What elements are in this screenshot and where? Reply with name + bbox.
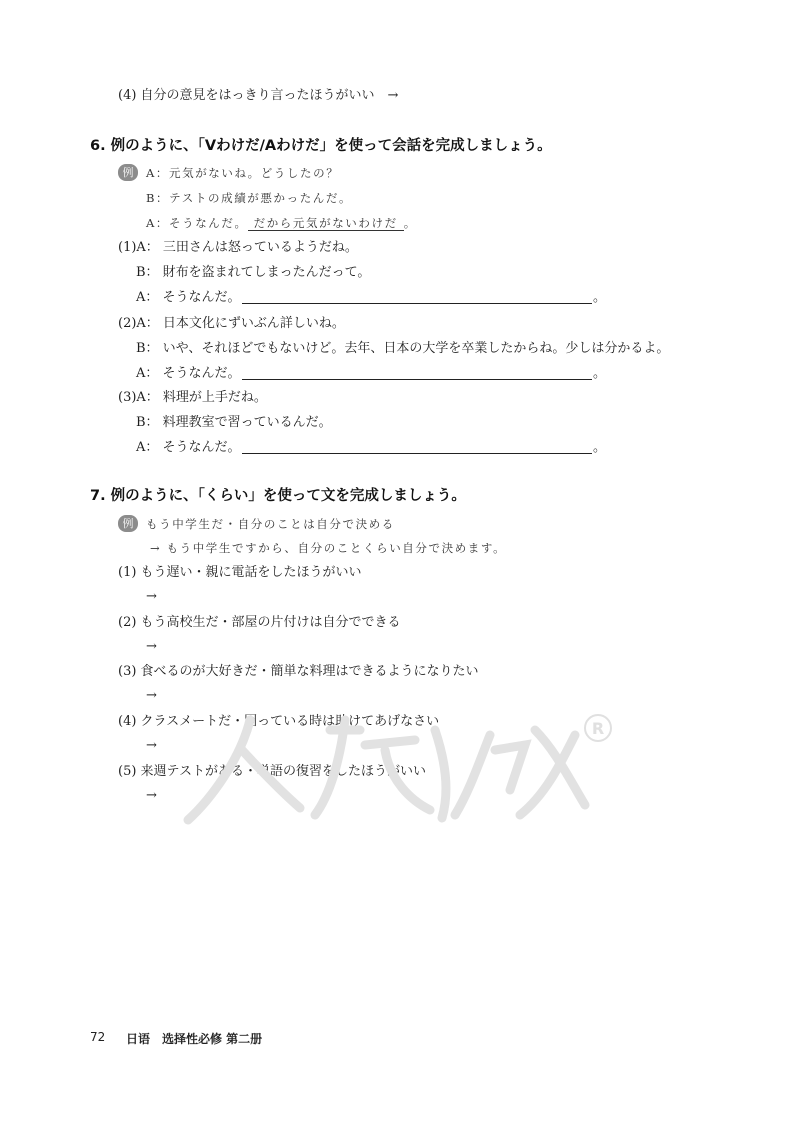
example-line: B：テストの成績が悪かったんだ。 (146, 191, 353, 205)
exercise-item: (4) クラスメートだ・困っている時は助けてあげなさい (118, 714, 440, 729)
section-heading: 6. 例のように、「Vわけだ/Aわけだ」を使って会話を完成しましょう。 (90, 138, 552, 154)
publisher-watermark (180, 690, 640, 830)
dialogue-b: B： いや、それほどでもないけど。去年、日本の大学を卒業したからね。少しは分かるよ。 (136, 341, 670, 356)
dialogue-a: (1)A： 三田さんは怒っているようだね。 (118, 240, 358, 255)
exercise-item: (4) 自分の意見をはっきり言ったほうがいい → (118, 88, 399, 103)
answer-blank[interactable] (242, 379, 592, 380)
answer-arrow: → (146, 589, 157, 604)
example-line: A：元気がないね。どうしたの？ (146, 166, 340, 180)
answer-blank[interactable] (242, 453, 592, 454)
example-answer: だから元気がないわけだ (248, 216, 404, 231)
dialogue-response: A： そうなんだ。 (136, 440, 241, 455)
book-title: 日语 选择性必修 第二册 (126, 1032, 263, 1046)
example-badge: 例 (118, 515, 138, 532)
answer-arrow: → (146, 688, 157, 703)
answer-arrow: → (146, 788, 157, 803)
example-prefix: A：そうなんだ。 (146, 216, 248, 230)
answer-period: 。 (593, 440, 607, 455)
dialogue-response: A： そうなんだ。 (136, 290, 241, 305)
dialogue-a: (2)A： 日本文化にずいぶん詳しいね。 (118, 316, 345, 331)
answer-arrow: → (146, 639, 157, 654)
dialogue-a: (3)A： 料理が上手だね。 (118, 390, 267, 405)
answer-period: 。 (593, 290, 607, 305)
registered-mark-icon (585, 715, 611, 741)
page-number: 72 (90, 1030, 106, 1044)
dialogue-b: B： 料理教室で習っているんだ。 (136, 415, 332, 430)
answer-blank[interactable] (242, 303, 592, 304)
dialogue-b: B： 財布を盗まれてしまったんだって。 (136, 265, 371, 280)
exercise-item: (5) 来週テストがある・単語の復習をしたほうがいい (118, 764, 427, 779)
example-period: 。 (403, 216, 417, 230)
section-heading: 7. 例のように、「くらい」を使って文を完成しましょう。 (90, 488, 466, 504)
exercise-item: (3) 食べるのが大好きだ・簡単な料理はできるようになりたい (118, 664, 479, 679)
example-answer: → もう中学生ですから、自分のことくらい自分で決めます。 (150, 541, 507, 555)
example-badge: 例 (118, 164, 138, 181)
answer-period: 。 (593, 366, 607, 381)
svg-text:R: R (591, 719, 605, 738)
example-answer-line (146, 215, 417, 231)
exercise-item: (2) もう高校生だ・部屋の片付けは自分でできる (118, 615, 401, 630)
example-line: もう中学生だ・自分のことは自分で決める (146, 517, 395, 531)
exercise-item: (1) もう遅い・親に電話をしたほうがいい (118, 565, 362, 580)
answer-arrow: → (146, 738, 157, 753)
dialogue-response: A： そうなんだ。 (136, 366, 241, 381)
